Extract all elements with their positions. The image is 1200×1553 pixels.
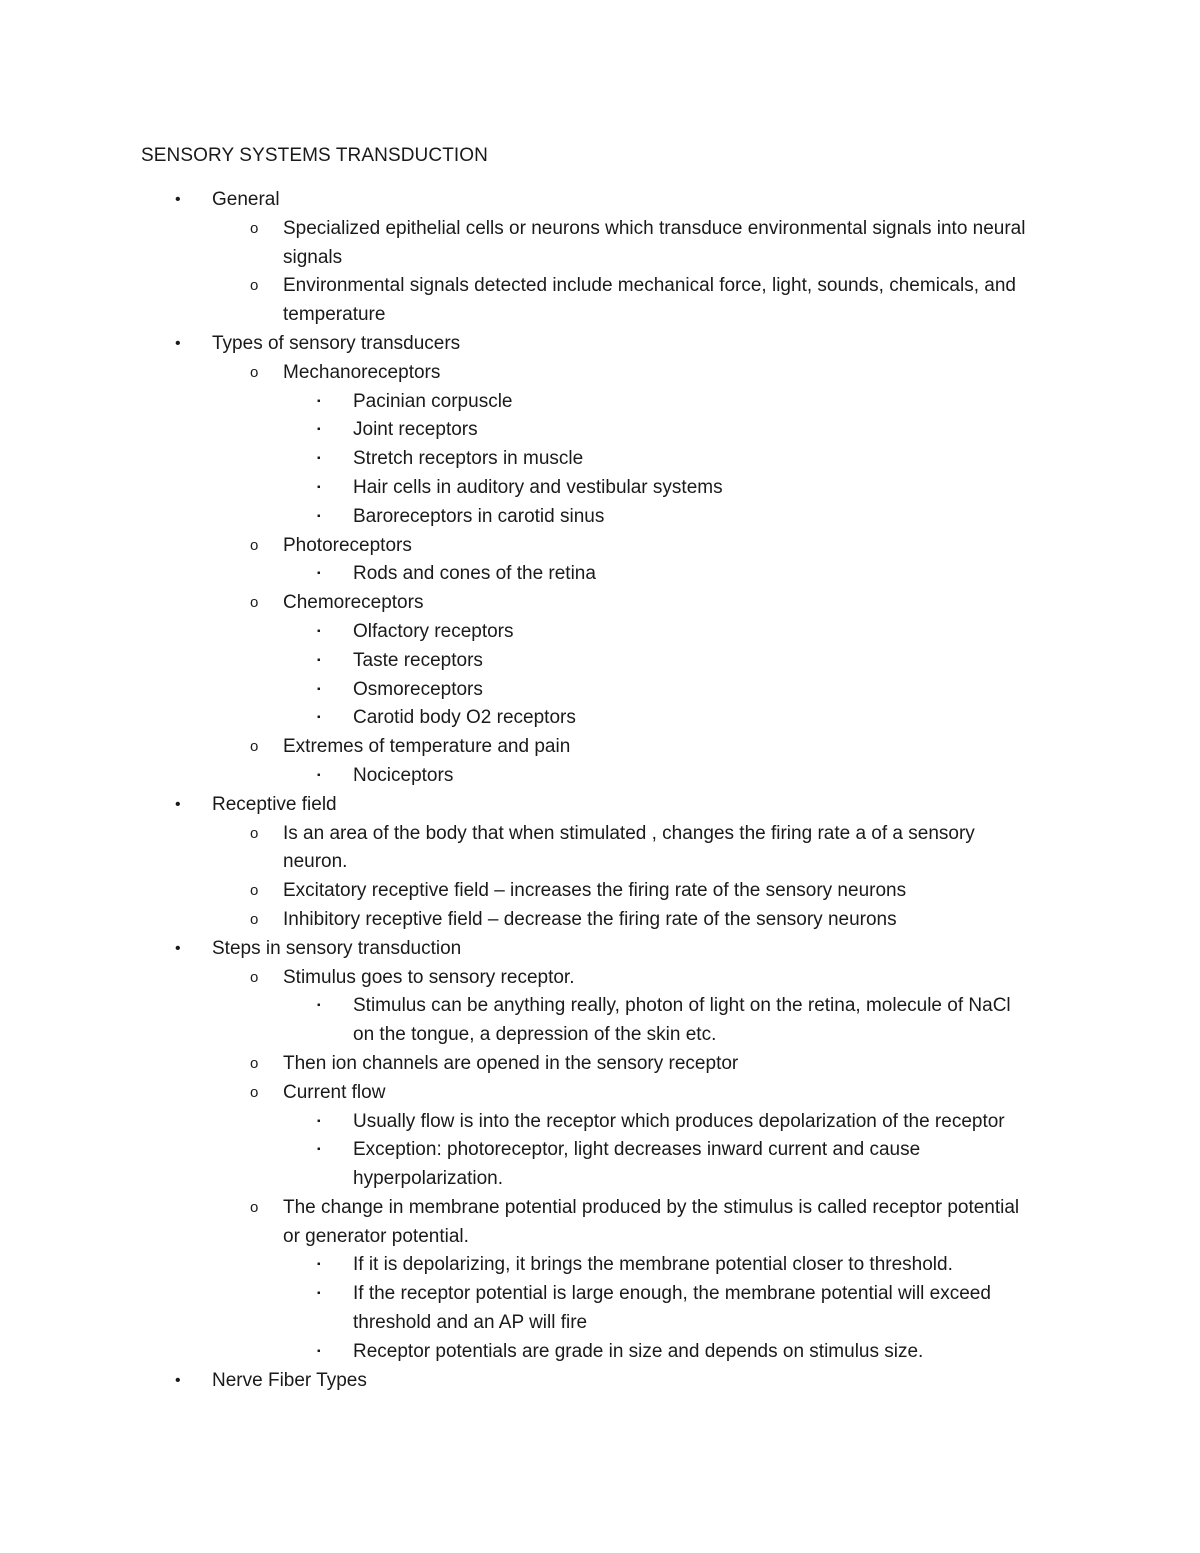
list-item-text: Nerve Fiber Types	[212, 1369, 367, 1391]
square-marker: ▪	[317, 1115, 321, 1127]
list-item-level-3	[0, 416, 1200, 445]
list-item-text: threshold and an AP will fire	[353, 1312, 588, 1334]
list-item-text: Types of sensory transducers	[212, 332, 461, 354]
square-marker: ▪	[317, 568, 321, 580]
list-item-text: neuron.	[283, 851, 348, 873]
list-item-text: Receptor potentials are grade in size and depends on stimulus size.	[353, 1340, 924, 1362]
list-item-level-2	[0, 589, 1200, 618]
circle-marker: o	[250, 594, 259, 612]
square-marker: ▪	[317, 1000, 321, 1012]
square-marker: ▪	[317, 769, 321, 781]
circle-marker: o	[250, 882, 259, 900]
square-marker: ▪	[317, 510, 321, 522]
list-item-text: Baroreceptors in carotid sinus	[353, 505, 605, 527]
list-item-level-1	[0, 186, 1200, 215]
list-item-continuation	[0, 848, 1200, 877]
list-item-text: Specialized epithelial cells or neurons which transduce environmental signals into neural	[283, 217, 1026, 239]
list-item-text: Steps in sensory transduction	[212, 937, 462, 959]
list-item-text: Osmoreceptors	[353, 678, 483, 700]
list-item-level-2	[0, 1079, 1200, 1108]
list-item-text: Taste receptors	[353, 649, 483, 671]
bullet-marker: •	[175, 939, 181, 957]
list-item-continuation	[0, 1165, 1200, 1194]
square-marker: ▪	[317, 654, 321, 666]
list-item-text: Extremes of temperature and pain	[283, 736, 571, 758]
list-item-text: hyperpolarization.	[353, 1168, 503, 1190]
circle-marker: o	[250, 824, 259, 842]
list-item-level-1	[0, 1367, 1200, 1396]
bullet-marker: •	[175, 334, 181, 352]
circle-marker: o	[250, 1083, 259, 1101]
square-marker: ▪	[317, 712, 321, 724]
list-item-text: Then ion channels are opened in the sensory receptor	[283, 1052, 739, 1074]
list-item-level-2	[0, 215, 1200, 244]
bullet-marker: •	[175, 191, 181, 208]
list-item-level-3	[0, 1338, 1200, 1367]
list-item-text: Hair cells in auditory and vestibular systems	[353, 476, 723, 498]
list-item-level-2	[0, 532, 1200, 561]
list-item-text: Chemoreceptors	[283, 592, 424, 614]
list-item-level-3	[0, 762, 1200, 791]
list-item-text: Joint receptors	[353, 419, 478, 441]
circle-marker: o	[250, 363, 259, 381]
list-item-level-1	[0, 935, 1200, 964]
list-item-level-3	[0, 1251, 1200, 1280]
list-item-level-2	[0, 877, 1200, 906]
list-item-level-3	[0, 1280, 1200, 1309]
list-item-level-3	[0, 1136, 1200, 1165]
circle-marker: o	[250, 1198, 259, 1216]
outline-list	[0, 186, 1200, 1395]
list-item-continuation	[0, 1021, 1200, 1050]
list-item-level-1	[0, 791, 1200, 820]
square-marker: ▪	[317, 1345, 321, 1357]
document-title: SENSORY SYSTEMS TRANSDUCTION	[141, 145, 488, 166]
square-marker: ▪	[317, 453, 321, 465]
list-item-text: If it is depolarizing, it brings the membrane potential closer to threshold.	[353, 1254, 953, 1276]
list-item-text: Rods and cones of the retina	[353, 563, 596, 585]
list-item-continuation	[0, 1223, 1200, 1252]
square-marker: ▪	[317, 481, 321, 493]
square-marker: ▪	[317, 424, 321, 436]
list-item-text: Excitatory receptive field – increases the firing rate of the sensory neurons	[283, 880, 907, 902]
circle-marker: o	[250, 219, 259, 237]
list-item-level-1	[0, 330, 1200, 359]
square-marker: ▪	[317, 683, 321, 695]
list-item-level-2	[0, 1050, 1200, 1079]
square-marker: ▪	[317, 625, 321, 637]
circle-marker: o	[250, 968, 259, 986]
circle-marker: o	[250, 536, 259, 554]
list-item-continuation	[0, 1309, 1200, 1338]
list-item-level-2	[0, 906, 1200, 935]
list-item-text: Current flow	[283, 1081, 386, 1103]
list-item-text: Photoreceptors	[283, 534, 412, 556]
list-item-text: Inhibitory receptive field – decrease the firing rate of the sensory neurons	[283, 908, 897, 930]
list-item-level-3	[0, 992, 1200, 1021]
list-item-continuation	[0, 301, 1200, 330]
list-item-text: signals	[283, 246, 343, 268]
circle-marker: o	[250, 738, 259, 756]
list-item-level-3	[0, 676, 1200, 705]
list-item-text: Usually flow is into the receptor which produces depolarization of the receptor	[353, 1110, 1005, 1132]
list-item-text: Stimulus can be anything really, photon of light on the retina, molecule of NaCl	[353, 995, 1011, 1017]
list-item-text: General	[212, 189, 280, 210]
list-item-level-3	[0, 1108, 1200, 1137]
list-item-text: Nociceptors	[353, 764, 454, 786]
bullet-marker: •	[175, 1371, 181, 1389]
list-item-text: Exception: photoreceptor, light decreases inward current and cause	[353, 1139, 921, 1161]
list-item-text: Carotid body O2 receptors	[353, 707, 576, 729]
square-marker: ▪	[317, 395, 321, 407]
list-item-text: Olfactory receptors	[353, 620, 514, 642]
list-item-text: Stretch receptors in muscle	[353, 448, 584, 470]
list-item-level-3	[0, 474, 1200, 503]
list-item-text: temperature	[283, 304, 386, 326]
list-item-level-3	[0, 388, 1200, 417]
list-item-level-3	[0, 704, 1200, 733]
list-item-text: on the tongue, a depression of the skin etc.	[353, 1024, 717, 1046]
list-item-text: or generator potential.	[283, 1225, 469, 1247]
circle-marker: o	[250, 1054, 259, 1072]
list-item-continuation	[0, 244, 1200, 273]
list-item-level-3	[0, 618, 1200, 647]
list-item-level-2	[0, 964, 1200, 993]
list-item-text: Is an area of the body that when stimulated , changes the firing rate a of a sensory	[283, 822, 975, 844]
list-item-text: Environmental signals detected include mechanical force, light, sounds, chemicals, and	[283, 275, 1016, 297]
circle-marker: o	[250, 277, 259, 295]
circle-marker: o	[250, 910, 259, 928]
list-item-level-2	[0, 272, 1200, 301]
list-item-level-3	[0, 560, 1200, 589]
list-item-level-2	[0, 1194, 1200, 1223]
list-item-level-3	[0, 445, 1200, 474]
list-item-text: Pacinian corpuscle	[353, 390, 513, 412]
list-item-level-2	[0, 820, 1200, 849]
square-marker: ▪	[317, 1259, 321, 1271]
list-item-text: The change in membrane potential produced by the stimulus is called receptor potential	[283, 1196, 1020, 1218]
square-marker: ▪	[317, 1144, 321, 1156]
list-item-level-3	[0, 503, 1200, 532]
list-item-level-3	[0, 647, 1200, 676]
list-item-level-2	[0, 359, 1200, 388]
list-item-text: Mechanoreceptors	[283, 361, 441, 383]
list-item-text: Stimulus goes to sensory receptor.	[283, 966, 575, 988]
list-item-level-2	[0, 733, 1200, 762]
bullet-marker: •	[175, 795, 181, 813]
list-item-text: Receptive field	[212, 793, 337, 815]
square-marker: ▪	[317, 1288, 321, 1300]
list-item-text: If the receptor potential is large enough, the membrane potential will exceed	[353, 1283, 991, 1305]
